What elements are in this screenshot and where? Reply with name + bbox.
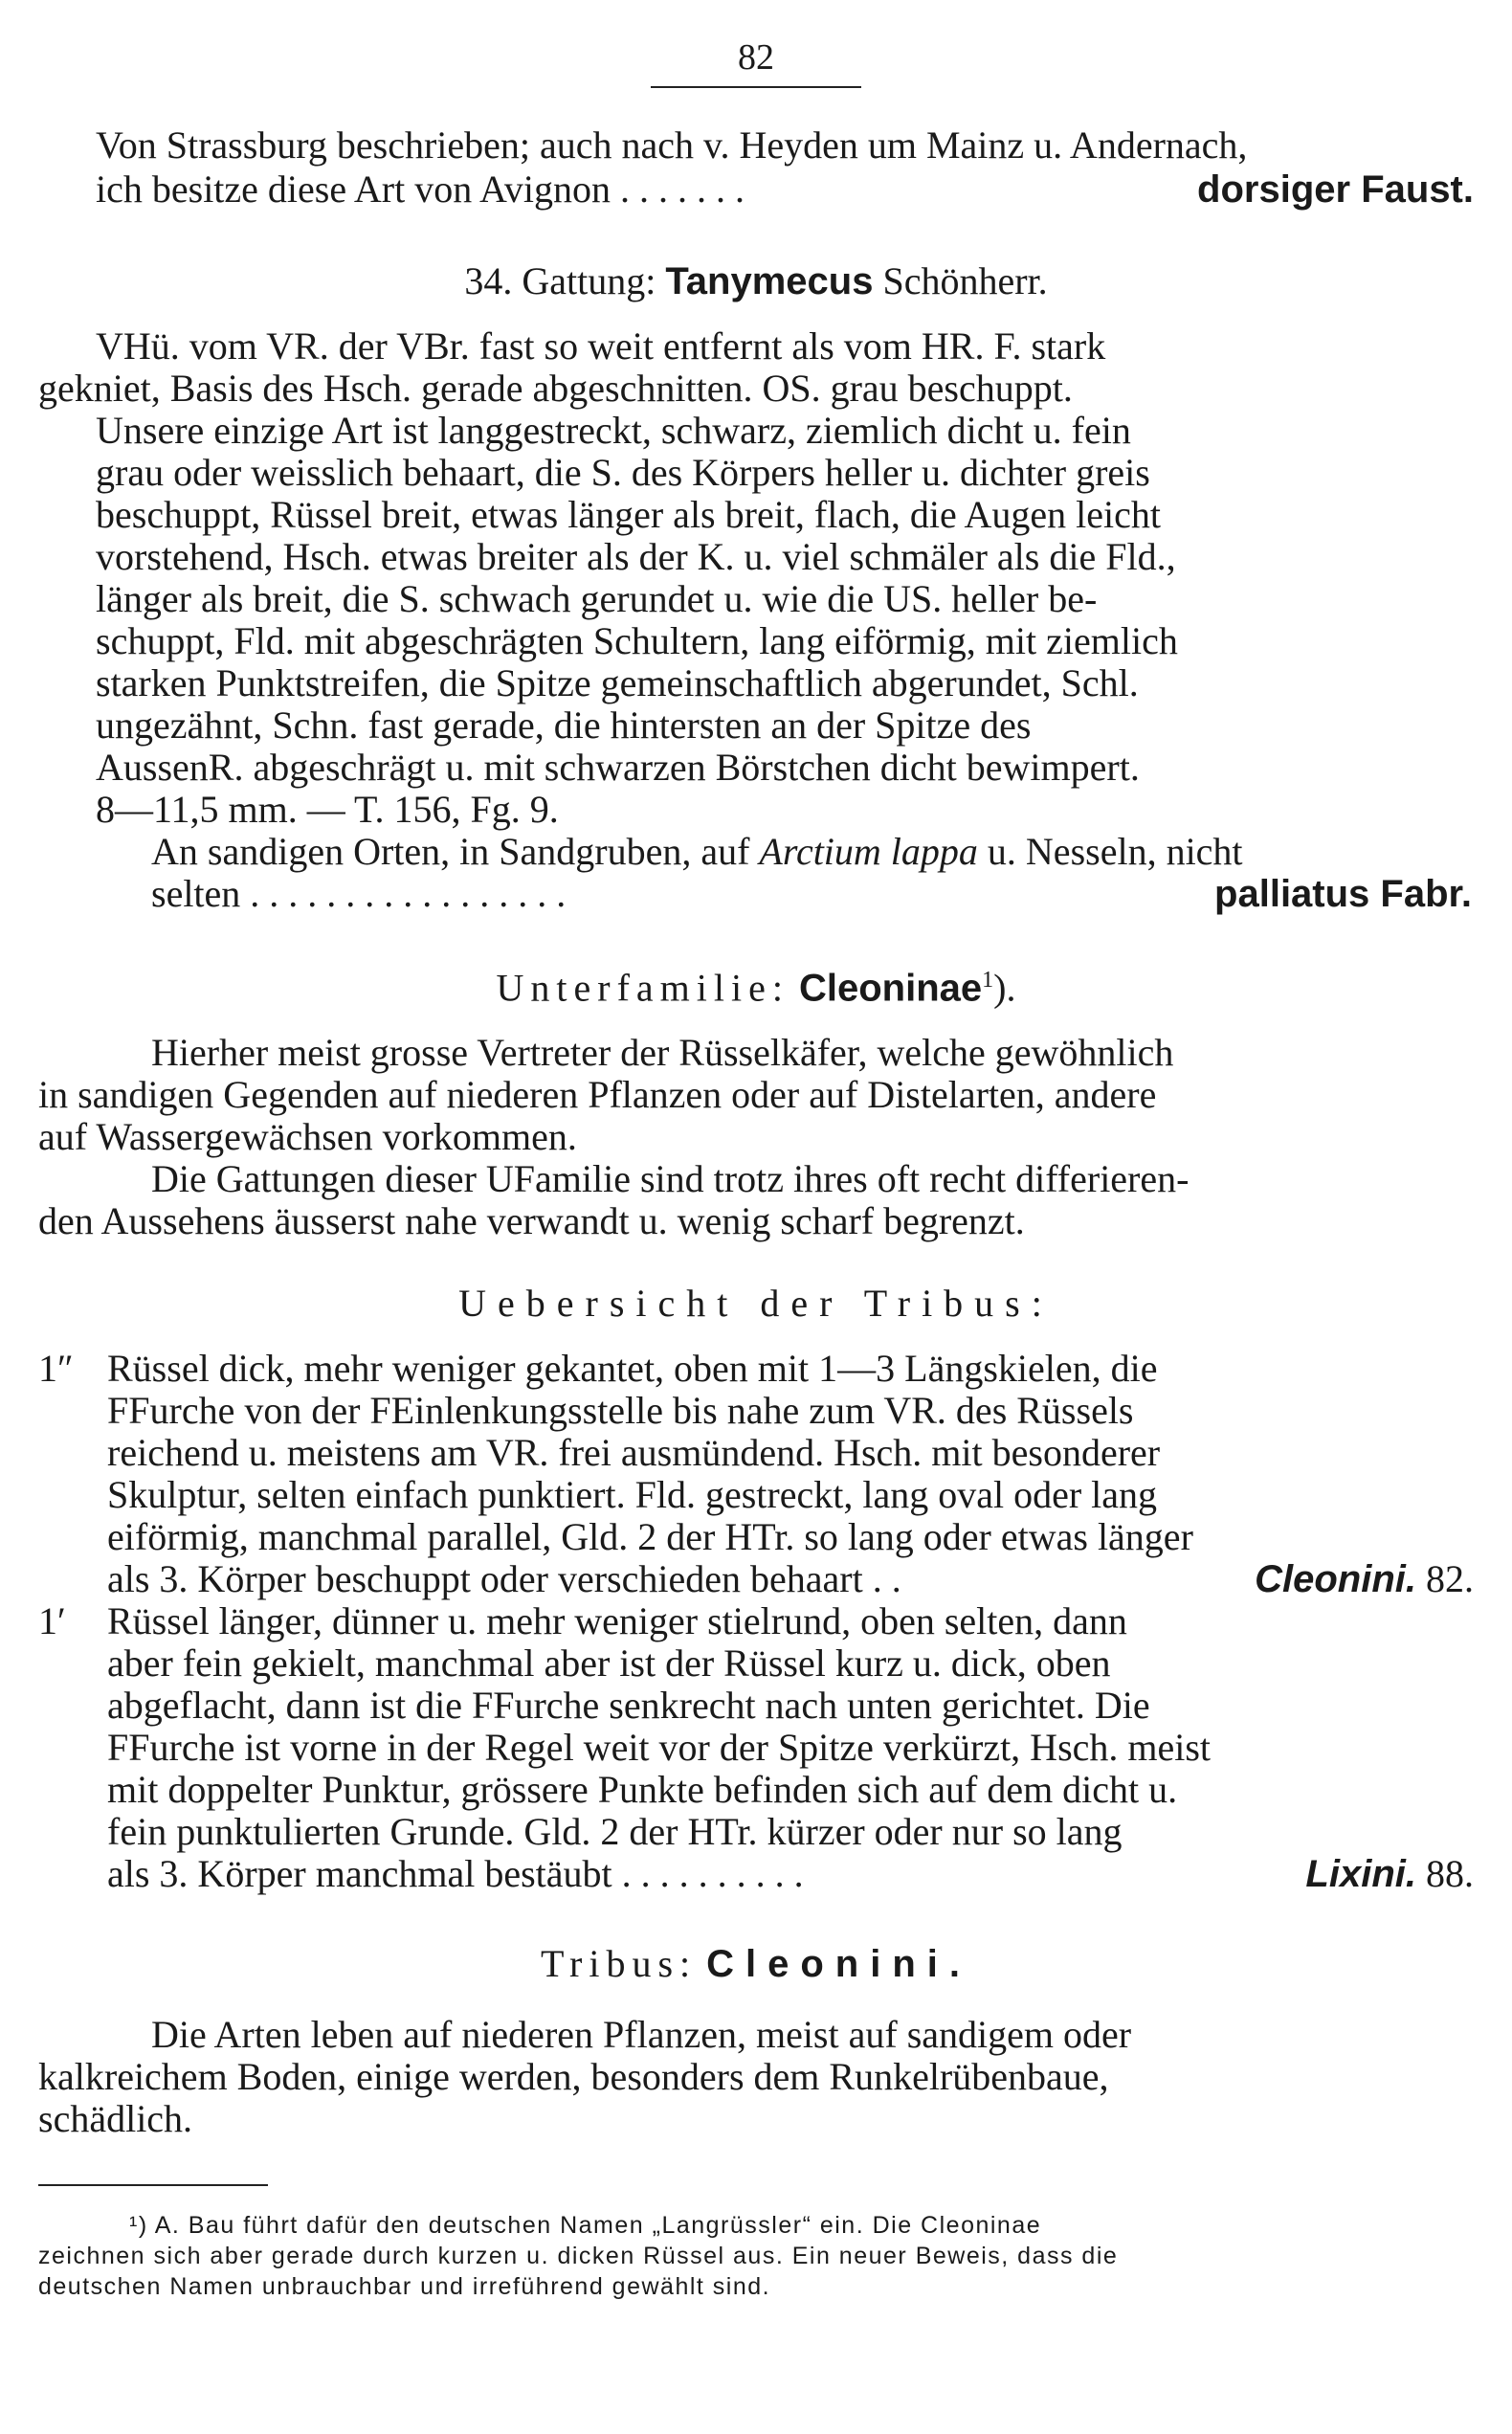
species-desc-line: beschuppt, Rüssel breit, etwas länger als breit, flach, die Augen leicht [96,493,1162,536]
species-desc-line: vorstehend, Hsch. etwas breiter als der K. u. viel schmäler als die Fld., [96,535,1176,578]
footnote-line: ¹) A. Bau führt dafür den deutschen Namen „Langrüssler“ ein. Die Cleoninae [129,2212,1042,2239]
key-1-line: eiförmig, manchmal parallel, Gld. 2 der HTr. so lang oder etwas länger [107,1515,1193,1558]
habitat-plant: Arctium lappa [759,830,978,873]
key-1-line: Skulptur, selten einfach punktiert. Fld. gestreckt, lang oval oder lang [107,1473,1158,1516]
key-1-last-line [107,1558,1474,1600]
subfamily-name: Cleoninae [798,967,983,1010]
footnote-mark: 1 [982,968,994,993]
species-desc-line: Unsere einzige Art ist langgestreckt, schwarz, ziemlich dicht u. fein [96,409,1131,452]
species-desc-line: starken Punktstreifen, die Spitze gemeinschaftlich abgerundet, Schl. [96,661,1139,704]
subfamily-heading [38,959,1474,1009]
subfamily-desc-line: in sandigen Gegenden auf niederen Pflanzen oder auf Distelarten, andere [38,1073,1157,1116]
tribe-name: Cleonini. [706,1943,972,1985]
subfamily-desc2-line: den Aussehens äusserst nahe verwandt u. wenig scharf begrenzt. [38,1199,1025,1242]
key-1-page: 82. [1426,1557,1474,1600]
footnote-line: deutschen Namen unbrauchbar und irreführend gewählt sind. [38,2273,771,2300]
species-desc-line: schuppt, Fld. mit abgeschrägten Schultern, lang eiförmig, mit ziemlich [96,619,1178,662]
subfamily-suffix: ). [993,966,1016,1010]
species-desc-line: länger als breit, die S. schwach gerundet u. wie die US. heller be- [96,577,1098,620]
key-2-line: abgeflacht, dann ist die FFurche senkrecht nach unten gerichtet. Die [107,1684,1150,1727]
species-dorsiger: dorsiger Faust. [1197,168,1474,211]
key-1-number: 1″ [38,1347,74,1390]
genus-heading [38,260,1474,302]
key-2-last-line [107,1853,1474,1895]
intro-line-2-text: ich besitze diese Art von Avignon . . . . . . . [96,167,745,211]
species-desc-line: ungezähnt, Schn. fast gerade, die hintersten an der Spitze des [96,703,1032,747]
habitat-line-1 [151,831,1512,873]
key-1-ref [1255,1558,1474,1600]
species-desc-line: AussenR. abgeschrägt u. mit schwarzen Börstchen dicht bewimpert. [96,746,1140,789]
habitat-selten: selten . . . . . . . . . . . . . . . . . [151,872,567,915]
key-1-line: Rüssel dick, mehr weniger gekantet, oben mit 1—3 Längskielen, die [107,1347,1158,1390]
species-desc-line: grau oder weisslich behaart, die S. des Körpers heller u. dichter greis [96,451,1150,494]
key-2-number: 1′ [38,1599,66,1642]
tribe-desc-line: Die Arten leben auf niederen Pflanzen, meist auf sandigem oder [151,2013,1132,2056]
subfamily-desc-line: Hierher meist grosse Vertreter der Rüsselkäfer, welche gewöhnlich [151,1031,1174,1074]
genus-name: Tanymecus [665,260,874,302]
key-2-ref [1305,1853,1474,1895]
tribe-prefix: Tribus: [540,1942,698,1985]
subfamily-desc2-line: Die Gattungen dieser UFamilie sind trotz ihres oft recht differieren- [151,1157,1190,1200]
key-2-line: Rüssel länger, dünner u. mehr weniger stielrund, oben selten, dann [107,1599,1127,1642]
key-2-line: als 3. Körper manchmal bestäubt . . . . . . . . . . [107,1852,804,1895]
species-palliatus: palliatus Fabr. [1214,873,1472,915]
habitat-text-end: u. Nesseln, nicht [987,830,1243,873]
key-2-line: mit doppelter Punktur, grössere Punkte befinden sich auf dem dicht u. [107,1768,1178,1811]
genus-prefix: 34. Gattung: [464,259,656,302]
subfamily-prefix: Unterfamilie: [496,966,789,1010]
page-number-rule [651,86,861,88]
intro-line-1: Von Strassburg beschrieben; auch nach v. Heyden um Mainz u. Andernach, [96,123,1248,167]
key-1-line: reichend u. meistens am VR. frei ausmündend. Hsch. mit besonderer [107,1431,1161,1474]
footnote-line: zeichnen sich aber gerade durch kurzen u. dicken Rüssel aus. Ein neuer Beweis, dass die [38,2243,1119,2269]
genus-desc-line: VHü. vom VR. der VBr. fast so weit entfernt als vom HR. F. stark [96,324,1106,368]
key-2-line: FFurche ist vorne in der Regel weit vor der Spitze verkürzt, Hsch. meist [107,1726,1212,1769]
key-2-page: 88. [1426,1852,1474,1895]
tribe-heading [38,1943,1474,1985]
key-2-line: aber fein gekielt, manchmal aber ist der Rüssel kurz u. dick, oben [107,1641,1111,1685]
key-1-line: als 3. Körper beschuppt oder verschieden behaart . . [107,1557,901,1600]
tribe-desc-line: schädlich. [38,2097,193,2140]
tribe-desc-line: kalkreichem Boden, einige werden, besonders dem Runkelrübenbaue, [38,2055,1109,2098]
footnote-rule [38,2184,268,2186]
habitat-line-2 [151,873,1472,915]
key-2-line: fein punktulierten Grunde. Gld. 2 der HTr. kürzer oder nur so lang [107,1810,1123,1853]
page-number: 82 [738,37,774,78]
genus-author: Schönherr. [882,259,1048,302]
tribes-heading: Uebersicht der Tribus: [458,1282,1054,1325]
subfamily-desc-line: auf Wassergewächsen vorkommen. [38,1115,577,1158]
taxon-lixini: Lixini. [1305,1853,1416,1895]
habitat-text: An sandigen Orten, in Sandgruben, auf [151,830,750,873]
intro-line-2 [96,168,1474,211]
taxon-cleonini: Cleonini. [1255,1558,1416,1600]
key-1-line: FFurche von der FEinlenkungsstelle bis nahe zum VR. des Rüssels [107,1389,1134,1432]
species-desc-line: 8—11,5 mm. — T. 156, Fg. 9. [96,788,559,831]
genus-desc-line: gekniet, Basis des Hsch. gerade abgeschnitten. OS. grau beschuppt. [38,367,1073,410]
